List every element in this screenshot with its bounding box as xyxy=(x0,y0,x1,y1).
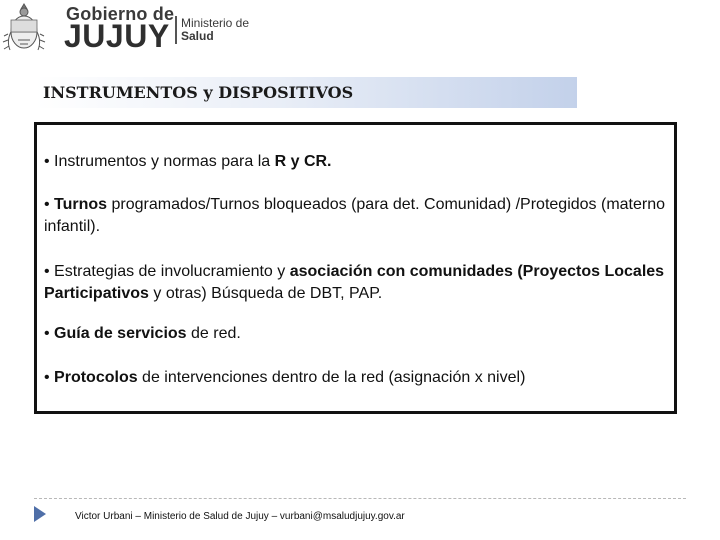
bullet-text: programados/Turnos bloqueados (para det. Comunidad) /Protegidos (materno infantil). xyxy=(44,196,666,235)
ministry-logo xyxy=(0,0,300,58)
logo-jujuy-text: JUJUY xyxy=(64,18,170,54)
logo-divider xyxy=(175,16,177,44)
content-box xyxy=(34,122,677,414)
bullet-estrategias xyxy=(44,261,672,305)
footer-credit: Victor Urbani – Ministerio de Salud de Jujuy – vurbani@msaludjujuy.gov.ar xyxy=(75,511,405,522)
bullet-protocolos xyxy=(44,367,672,389)
bullet-bold-text: Turnos xyxy=(54,196,108,213)
bullet-turnos xyxy=(44,194,672,238)
title-bar xyxy=(35,77,577,108)
bullet-guia xyxy=(44,323,672,345)
logo-gobierno-text: Gobierno de xyxy=(66,4,175,24)
bullet-marker: • xyxy=(44,369,55,386)
bullet-bold-text: Guía de servicios xyxy=(54,325,187,342)
arrow-right-icon xyxy=(33,505,47,523)
bullet-bold-text: asociación con comunidades (Proyectos Locales Participativos xyxy=(44,263,665,302)
bullet-text: de red. xyxy=(186,325,241,342)
slide-title: INSTRUMENTOS y DISPOSITIVOS xyxy=(43,83,354,102)
logo-salud-text: Salud xyxy=(181,29,214,43)
bullet-marker: • xyxy=(44,196,55,213)
bullet-bold-text: R y CR. xyxy=(274,153,332,170)
logo-ministerio-text: Ministerio de xyxy=(181,16,250,30)
footer-divider xyxy=(34,498,686,499)
bullet-marker: • xyxy=(44,325,55,342)
jujuy-seal-icon xyxy=(0,0,48,56)
bullet-text: y otras) Búsqueda de DBT, PAP. xyxy=(148,285,383,302)
bullet-instrumentos xyxy=(44,151,672,173)
bullet-text: • Instrumentos y normas para la xyxy=(44,153,275,170)
bullet-text: • Estrategias de involucramiento y xyxy=(44,263,290,280)
bullet-text: de intervenciones dentro de la red (asignación x nivel) xyxy=(137,369,526,386)
bullet-bold-text: Protocolos xyxy=(54,369,138,386)
